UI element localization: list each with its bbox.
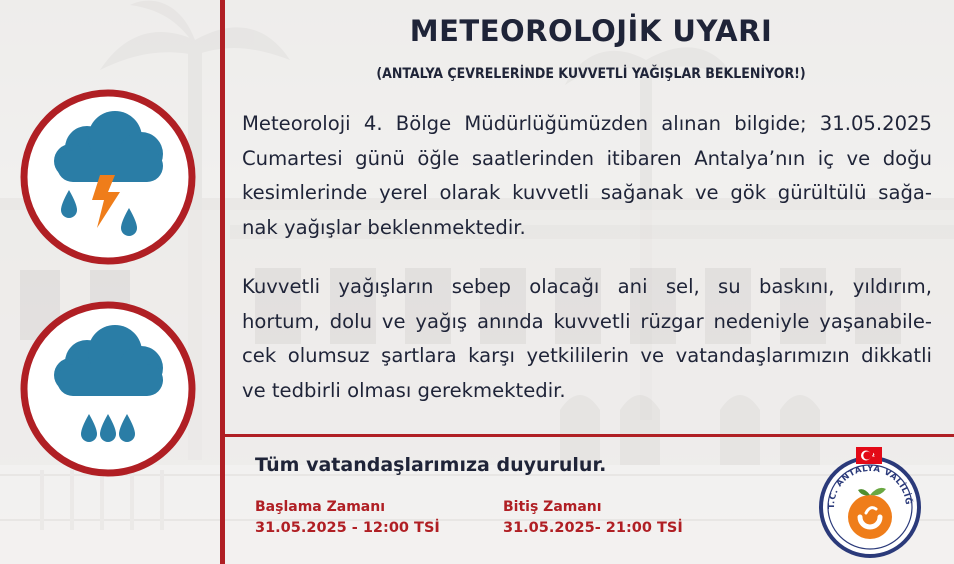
paragraph-2-line: Kuvvetli yağışların sebep olacağı ani sel, su baskını, yıldırım,	[242, 275, 932, 298]
page-subtitle: (ANTALYA ÇEVRELERİNDE KUVVETLİ YAĞIŞLAR BEKLENİYOR!)	[376, 66, 806, 82]
thunderstorm-icon	[19, 88, 197, 270]
horizontal-divider	[225, 434, 954, 437]
rain-icon	[19, 300, 197, 482]
announcement-notice: Tüm vatandaşlarımıza duyurulur.	[255, 454, 607, 476]
page-title: METEOROLOJİK UYARI	[409, 14, 773, 48]
end-time-value: 31.05.2025- 21:00 TSİ	[503, 520, 683, 536]
end-time-label: Bitiş Zamanı	[503, 499, 602, 515]
antalya-governorship-logo	[814, 447, 926, 559]
start-time-value: 31.05.2025 - 12:00 TSİ	[255, 520, 440, 536]
turkish-flag-icon	[856, 447, 882, 464]
vertical-divider	[220, 0, 225, 564]
paragraph-1-line: Meteoroloji 4. Bölge Müdürlüğümüzden alınan bilgide; 31.05.2025	[242, 112, 932, 135]
paragraph-1-line: kesimlerinde yerel olarak kuvvetli sağanak ve gök gürültülü sağa-	[242, 181, 932, 204]
weather-icons-panel	[0, 0, 222, 564]
start-time-label: Başlama Zamanı	[255, 499, 386, 515]
paragraph-2-line: hortum, dolu ve yağış anında kuvvetli rüzgar nedeniyle yaşanabile-	[242, 309, 932, 333]
paragraph-2	[242, 270, 932, 408]
paragraph-1-line: nak yağışlar beklenmektedir.	[242, 215, 526, 239]
paragraph-2-line: ve tedbirli olması gerekmektedir.	[242, 378, 566, 402]
logo-text: T.C. ANTALYA VALİLİĞ	[826, 463, 914, 510]
paragraph-1	[242, 107, 932, 245]
paragraph-1-line: Cumartesi günü öğle saatlerinden itibaren Antalya’nın iç ve doğu	[242, 146, 932, 170]
paragraph-2-line: cek olumsuz şartlara karşı yetkililerin ve vatandaşlarımızın dikkatli	[242, 344, 932, 367]
